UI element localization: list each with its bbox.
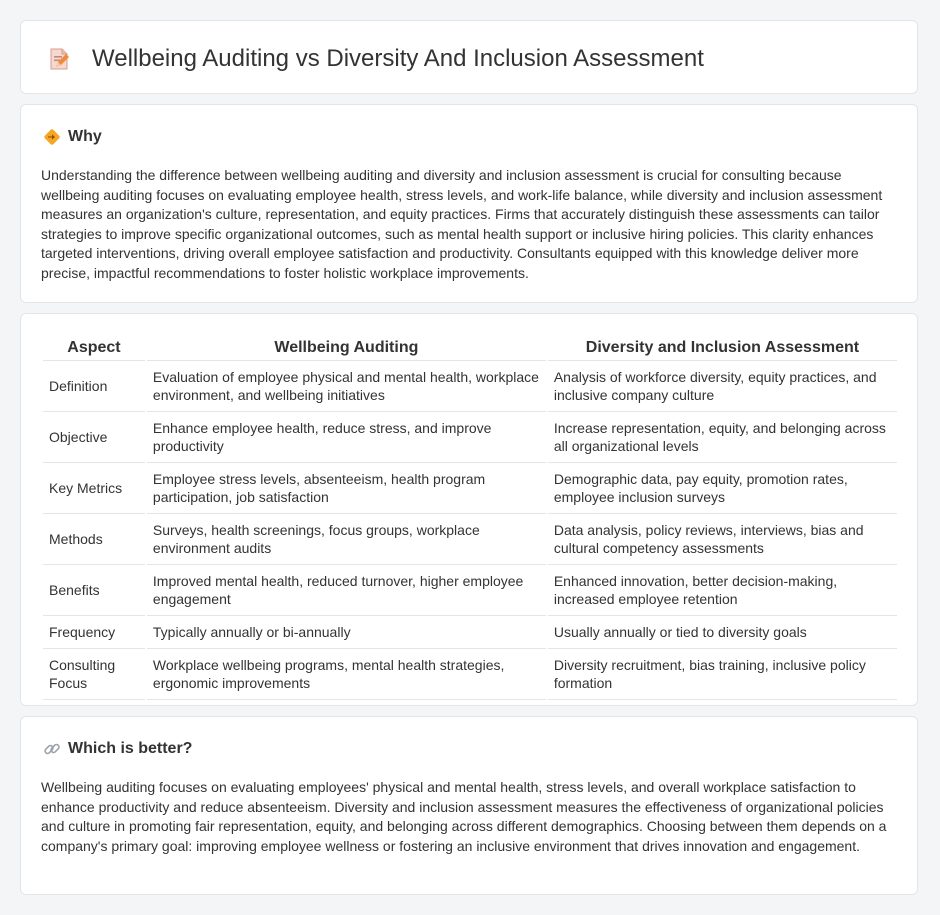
document-pen-icon [47, 47, 71, 71]
table-header-row [43, 334, 897, 361]
row-diversity: Analysis of workforce diversity, equity practices, and inclusive company culture [548, 361, 897, 412]
why-paragraph: Understanding the difference between wellbeing auditing and diversity and inclusion assessment is crucial for consulting because wellbeing auditing focuses on evaluating employee health, stress levels, and work-life balance, while diversity and inclusion assessment measures an organization's culture, representation, and equity practices. Firms that accurately distinguish these assessments can tailor strategies to improve specific organizational outcomes, such as mental health support or inclusive hiring policies. This clarity enhances targeted interventions, driving overall employee satisfaction and productivity. Consultants equipped with this knowledge deliver more precise, impactful recommendations to foster holistic workplace improvements. [41, 167, 883, 281]
link-icon [43, 740, 61, 758]
row-aspect: Frequency [43, 616, 145, 649]
comparison-table [41, 334, 899, 700]
row-wellbeing: Enhance employee health, reduce stress, and improve productivity [147, 412, 546, 463]
row-aspect: Definition [43, 361, 145, 412]
row-diversity: Usually annually or tied to diversity goals [548, 616, 897, 649]
why-section [20, 104, 918, 303]
why-header [43, 127, 102, 147]
row-aspect: Consulting Focus [43, 649, 145, 700]
why-heading: Why [68, 128, 102, 145]
table-row [43, 514, 897, 565]
which-better-section [20, 716, 918, 895]
row-aspect: Methods [43, 514, 145, 565]
table-row [43, 361, 897, 412]
table-row [43, 463, 897, 514]
row-diversity: Enhanced innovation, better decision-making, increased employee retention [548, 565, 897, 616]
better-header [43, 739, 192, 759]
signpost-diamond-icon [43, 128, 61, 146]
row-wellbeing: Surveys, health screenings, focus groups, workplace environment audits [147, 514, 546, 565]
row-wellbeing: Improved mental health, reduced turnover, higher employee engagement [147, 565, 546, 616]
table-row [43, 649, 897, 700]
row-wellbeing: Typically annually or bi-annually [147, 616, 546, 649]
row-wellbeing: Workplace wellbeing programs, mental health strategies, ergonomic improvements [147, 649, 546, 700]
row-diversity: Increase representation, equity, and belonging across all organizational levels [548, 412, 897, 463]
better-paragraph: Wellbeing auditing focuses on evaluating employees' physical and mental health, stress levels, and overall workplace satisfaction to enhance productivity and reduce absenteeism. Diversity and inclusion assessment measures the effectiveness of organizational policies and culture in promoting fair representation, equity, and belonging across different demographics. Choosing between them depends on a company's primary goal: improving employee wellness or fostering an inclusive environment that drives innovation and engagement. [41, 779, 887, 854]
page-title: Wellbeing Auditing vs Diversity And Inclusion Assessment [92, 45, 704, 72]
row-wellbeing: Evaluation of employee physical and mental health, workplace environment, and wellbeing initiatives [147, 361, 546, 412]
better-heading: Which is better? [68, 740, 193, 757]
row-diversity: Data analysis, policy reviews, interviews, bias and cultural competency assessments [548, 514, 897, 565]
row-aspect: Objective [43, 412, 145, 463]
row-aspect: Benefits [43, 565, 145, 616]
header-wellbeing: Wellbeing Auditing [147, 334, 546, 361]
row-diversity: Demographic data, pay equity, promotion rates, employee inclusion surveys [548, 463, 897, 514]
row-aspect: Key Metrics [43, 463, 145, 514]
row-diversity: Diversity recruitment, bias training, inclusive policy formation [548, 649, 897, 700]
header-aspect: Aspect [43, 334, 145, 361]
table-row [43, 565, 897, 616]
comparison-section [20, 313, 918, 706]
title-card [20, 20, 918, 94]
row-wellbeing: Employee stress levels, absenteeism, health program participation, job satisfaction [147, 463, 546, 514]
header-diversity: Diversity and Inclusion Assessment [548, 334, 897, 361]
table-row [43, 412, 897, 463]
table-row [43, 616, 897, 649]
